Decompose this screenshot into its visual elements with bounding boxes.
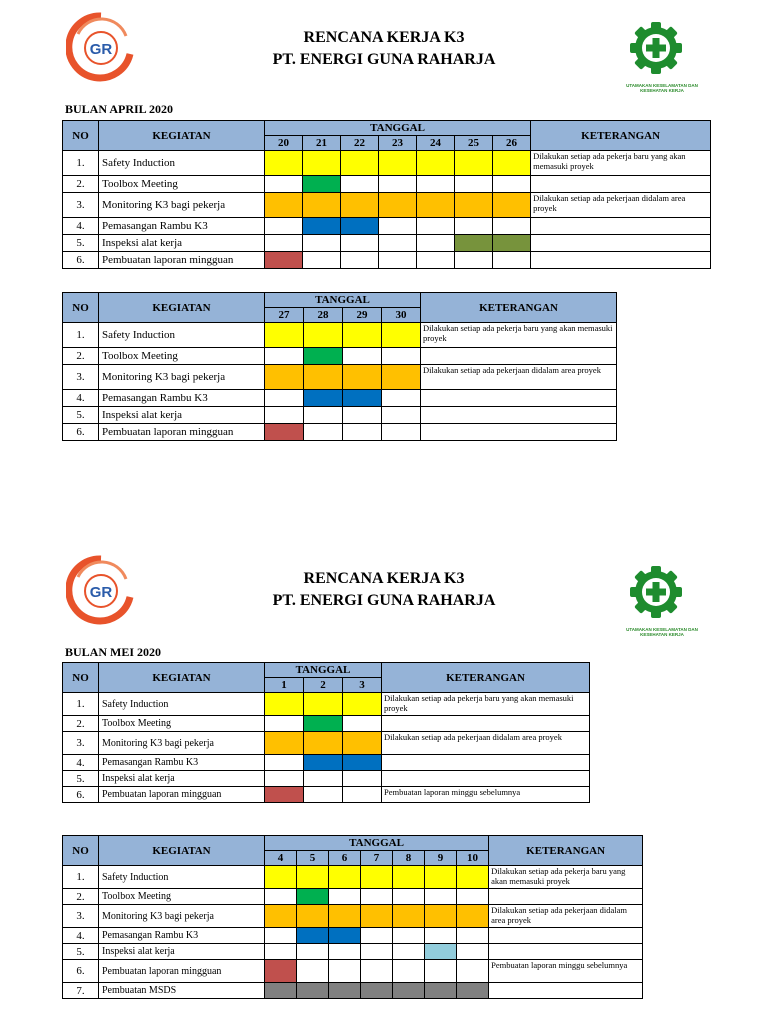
schedule-cell [329,928,361,944]
egr-logo-text: GR [89,584,113,601]
activity-name: Pembuatan laporan mingguan [99,424,265,441]
table-row [63,960,643,983]
egr-logo-text: GR [89,41,113,58]
col-header-no: NO [63,121,99,151]
row-number: 6. [63,960,99,983]
day-header: 10 [457,851,489,866]
keterangan-note: Dilakukan setiap ada pekerja baru yang akan memasuki proyek [421,323,617,348]
schedule-cell [393,983,425,999]
col-header-tanggal: TANGGAL [265,663,382,678]
keterangan-note: Pembuatan laporan minggu sebelumnya [489,960,643,983]
table-row [63,928,643,944]
keterangan-note [489,944,643,960]
row-number: 3. [63,732,99,755]
row-number: 2. [63,176,99,193]
schedule-cell [265,960,297,983]
day-header: 22 [341,136,379,151]
activity-name: Inspeksi alat kerja [99,771,265,787]
activity-name: Monitoring K3 bagi pekerja [99,193,265,218]
k3-logo-caption: UTAMAKAN KESELAMATAN DAN KESEHATAN KERJA [626,83,698,93]
col-header-kegiatan: KEGIATAN [99,293,265,323]
keterangan-note [489,928,643,944]
row-number: 6. [63,252,99,269]
col-header-kegiatan: KEGIATAN [99,836,265,866]
schedule-cell [265,905,297,928]
activity-name: Pembuatan laporan mingguan [99,252,265,269]
schedule-cell [297,944,329,960]
schedule-cell [304,771,343,787]
keterangan-note: Dilakukan setiap ada pekerja baru yang akan memasuki proyek [382,693,590,716]
col-header-keterangan: KETERANGAN [382,663,590,693]
schedule-cell [343,732,382,755]
table-row [63,771,590,787]
day-header: 24 [417,136,455,151]
activity-name: Pembuatan MSDS [99,983,265,999]
schedule-cell [425,960,457,983]
schedule-cell [329,960,361,983]
schedule-cell [304,716,343,732]
schedule-cell [425,866,457,889]
day-header: 1 [265,678,304,693]
row-number: 5. [63,771,99,787]
schedule-cell [393,866,425,889]
row-number: 7. [63,983,99,999]
activity-name: Toolbox Meeting [99,176,265,193]
activity-name: Safety Induction [99,693,265,716]
keterangan-note [489,889,643,905]
schedule-cell [343,787,382,803]
col-header-tanggal: TANGGAL [265,121,531,136]
day-header: 25 [455,136,493,151]
keterangan-note: Dilakukan setiap ada pekerjaan didalam area proyek [421,365,617,390]
schedule-cell [457,983,489,999]
day-header: 9 [425,851,457,866]
row-number: 3. [63,905,99,928]
table-row [63,944,643,960]
day-header: 5 [297,851,329,866]
schedule-cell [343,755,382,771]
schedule-cell [361,889,393,905]
k3-gear-logo [622,566,702,636]
day-header: 29 [343,308,382,323]
day-header: 20 [265,136,303,151]
schedule-cell [265,716,304,732]
keterangan-note [382,755,590,771]
activity-name: Pemasangan Rambu K3 [99,218,265,235]
row-number: 1. [63,693,99,716]
table-row [63,889,643,905]
keterangan-note: Dilakukan setiap ada pekerja baru yang akan memasuki proyek [531,151,711,176]
activity-name: Safety Induction [99,151,265,176]
row-number: 2. [63,889,99,905]
schedule-cell [297,983,329,999]
day-header: 30 [382,308,421,323]
row-number: 4. [63,928,99,944]
schedule-cell [304,732,343,755]
activity-name: Monitoring K3 bagi pekerja [99,905,265,928]
col-header-keterangan: KETERANGAN [489,836,643,866]
page-title-line1: RENCANA KERJA K3 [303,29,465,46]
activity-name: Safety Induction [99,866,265,889]
day-header: 27 [265,308,304,323]
page-title-line1: RENCANA KERJA K3 [303,570,465,587]
table-row [63,693,590,716]
schedule-cell [265,693,304,716]
schedule-cell [265,787,304,803]
schedule-table [62,662,590,803]
col-header-no: NO [63,663,99,693]
schedule-cell [329,944,361,960]
row-number: 1. [63,323,99,348]
day-header: 2 [304,678,343,693]
row-number: 1. [63,866,99,889]
schedule-cell [457,928,489,944]
schedule-cell [297,889,329,905]
schedule-cell [457,905,489,928]
col-header-keterangan: KETERANGAN [421,293,617,323]
activity-name: Toolbox Meeting [99,889,265,905]
row-number: 1. [63,151,99,176]
day-header: 26 [493,136,531,151]
day-header: 7 [361,851,393,866]
schedule-cell [329,983,361,999]
day-header: 6 [329,851,361,866]
schedule-cell [329,866,361,889]
month-label: BULAN APRIL 2020 [65,102,174,116]
schedule-cell [265,928,297,944]
schedule-table [62,835,643,999]
schedule-cell [343,693,382,716]
schedule-cell [361,983,393,999]
activity-name: Pembuatan laporan mingguan [99,960,265,983]
activity-name: Monitoring K3 bagi pekerja [99,365,265,390]
table-row [63,716,590,732]
col-header-no: NO [63,293,99,323]
keterangan-note: Dilakukan setiap ada pekerjaan didalam area proyek [531,193,711,218]
schedule-cell [343,771,382,787]
schedule-cell [265,866,297,889]
col-header-kegiatan: KEGIATAN [99,663,265,693]
table-row [63,905,643,928]
activity-name: Inspeksi alat kerja [99,407,265,424]
schedule-cell [265,732,304,755]
schedule-cell [457,960,489,983]
schedule-cell [304,787,343,803]
row-number: 4. [63,390,99,407]
page-title-line2: PT. ENERGI GUNA RAHARJA [272,51,496,68]
col-header-tanggal: TANGGAL [265,293,421,308]
schedule-cell [425,889,457,905]
row-number: 6. [63,424,99,441]
schedule-cell [297,960,329,983]
day-header: 28 [304,308,343,323]
col-header-keterangan: KETERANGAN [531,121,711,151]
schedule-cell [457,944,489,960]
keterangan-note: Dilakukan setiap ada pekerjaan didalam area proyek [382,732,590,755]
schedule-cell [297,928,329,944]
day-header: 3 [343,678,382,693]
keterangan-note [489,983,643,999]
schedule-cell [457,866,489,889]
day-header: 4 [265,851,297,866]
col-header-kegiatan: KEGIATAN [99,121,265,151]
schedule-cell [393,928,425,944]
schedule-cell [425,905,457,928]
activity-name: Inspeksi alat kerja [99,235,265,252]
schedule-cell [393,889,425,905]
activity-name: Toolbox Meeting [99,348,265,365]
schedule-cell [425,983,457,999]
schedule-cell [457,889,489,905]
schedule-cell [393,905,425,928]
row-number: 6. [63,787,99,803]
schedule-cell [265,771,304,787]
activity-name: Pembuatan laporan mingguan [99,787,265,803]
table-row [63,866,643,889]
row-number: 3. [63,365,99,390]
day-header: 23 [379,136,417,151]
schedule-cell [361,944,393,960]
egr-logo [66,555,136,625]
row-number: 4. [63,218,99,235]
day-header: 21 [303,136,341,151]
schedule-cell [393,960,425,983]
schedule-cell [343,716,382,732]
row-number: 5. [63,235,99,252]
keterangan-note: Dilakukan setiap ada pekerjaan didalam area proyek [489,905,643,928]
row-number: 3. [63,193,99,218]
schedule-cell [361,928,393,944]
schedule-cell [361,905,393,928]
row-number: 5. [63,407,99,424]
schedule-cell [361,866,393,889]
schedule-cell [297,905,329,928]
activity-name: Inspeksi alat kerja [99,944,265,960]
schedule-cell [304,755,343,771]
activity-name: Monitoring K3 bagi pekerja [99,732,265,755]
keterangan-note [382,716,590,732]
schedule-cell [361,960,393,983]
activity-name: Pemasangan Rambu K3 [99,755,265,771]
col-header-no: NO [63,836,99,866]
activity-name: Pemasangan Rambu K3 [99,928,265,944]
schedule-cell [329,889,361,905]
schedule-cell [265,983,297,999]
col-header-tanggal: TANGGAL [265,836,489,851]
schedule-cell [265,944,297,960]
schedule-cell [265,755,304,771]
keterangan-note: Pembuatan laporan minggu sebelumnya [382,787,590,803]
row-number: 5. [63,944,99,960]
row-number: 2. [63,348,99,365]
row-number: 4. [63,755,99,771]
schedule-cell [304,693,343,716]
schedule-cell [297,866,329,889]
row-number: 2. [63,716,99,732]
activity-name: Safety Induction [99,323,265,348]
activity-name: Pemasangan Rambu K3 [99,390,265,407]
schedule-cell [393,944,425,960]
table-row [63,787,590,803]
schedule-cell [425,944,457,960]
schedule-cell [329,905,361,928]
schedule-cell [425,928,457,944]
activity-name: Toolbox Meeting [99,716,265,732]
schedule-cell [265,889,297,905]
table-row [63,755,590,771]
month-label: BULAN MEI 2020 [65,645,162,659]
day-header: 8 [393,851,425,866]
page-title-line2: PT. ENERGI GUNA RAHARJA [272,592,496,609]
k3-logo-caption: UTAMAKAN KESELAMATAN DAN KESEHATAN KERJA [626,627,698,637]
keterangan-note [382,771,590,787]
table-row [63,732,590,755]
table-row [63,983,643,999]
keterangan-note: Dilakukan setiap ada pekerja baru yang akan memasuki proyek [489,866,643,889]
